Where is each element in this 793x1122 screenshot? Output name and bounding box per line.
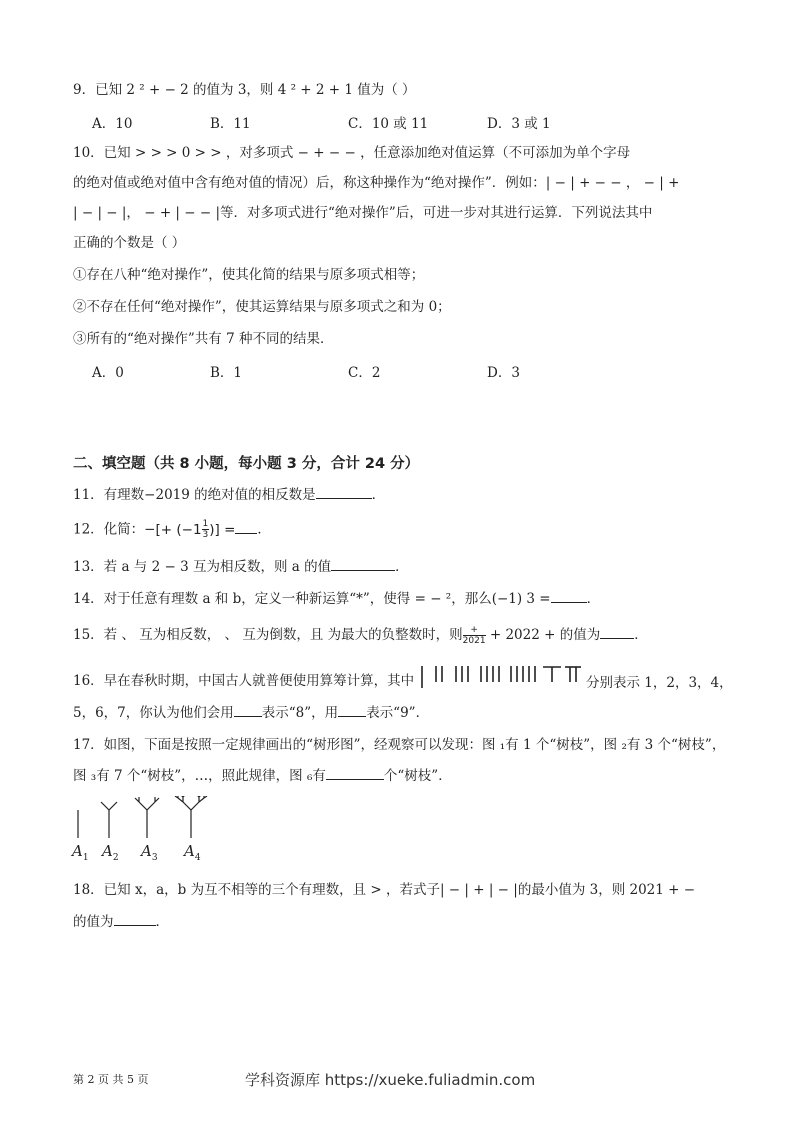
q17-line2: 图 ₃有 7 个“树枝”，…，照此规律，图 ₆有 个“树枝”． [73,768,452,784]
q15-fraction: $\frac{+}{2021}$ [462,625,486,646]
q10-statement-2: ②不存在任何“绝对操作”，使其运算结果与原多项式之和为 0； [73,299,451,315]
q16-blank-9[interactable] [338,703,366,717]
q16-blank-8[interactable] [234,703,262,717]
q10-statement-3: ③所有的“绝对操作”共有 7 种不同的结果． [73,331,334,347]
watermark-site: 学科资源库 https://xueke.fuliadmin.com [245,1071,536,1089]
q18-blank[interactable] [114,912,156,926]
q16-line2: 5，6，7，你认为他们会用 表示“8”，用 表示“9”． [73,705,430,721]
q16-line1: 16．早在春秋时期，中国古人就普便使用算筹计算，其中 [73,673,415,689]
tree-a2 [101,802,117,838]
q13: 13．若 a 与 2 − 3 互为相反数，则 a 的值 ． [73,559,409,575]
q15: 15．若 、 互为相反数， 、 互为倒数，且 为最大的负整数时，则 $\frac{+}{2021}$ + 2022 + 的值为 ． [73,625,648,646]
q10-line2: 的绝对值或绝对值中含有绝对值的情况）后，称这种操作为“绝对操作”．例如：| − | + − − ， − | + [73,175,680,191]
tree-a4 [175,796,207,838]
q10-option-b: B．1 [210,365,243,381]
q17-blank[interactable] [326,766,384,780]
q18-line2: 的值为 ． [73,914,169,930]
q16-line1-tail: 分别表示 1，2，3，4， [586,675,733,691]
q11: 11．有理数−2019 的绝对值的相反数是 ． [73,487,386,503]
q10-option-d: D．3 [487,365,520,381]
q12-fraction: $\frac{1}{3}$ [202,519,209,540]
q14: 14．对于任意有理数 a 和 b，定义一种新运算“*”，使得 = − ²，那么(−1) 3 = ． [73,591,601,607]
tree-figures [70,796,220,842]
q12: 12．化简：−[+ (−1 $\frac{1}{3}$ )] = ． [73,519,271,540]
q10-line4: 正确的个数是（ ） [73,235,186,251]
q12-expr: [+ (−1 $\frac{1}{3}$ )] = [155,519,236,540]
q10-line3: | − | − |， − + | − − |等．对多项式进行“绝对操作”后，可进一步对其进行运算．下列说法其中 [73,205,653,221]
q18-line1: 18．已知 x，a，b 为互不相等的三个有理数，且 > ，若式子| − | + | − |的最小值为 3，则 2021 + − [73,882,696,898]
q9-option-d: D．3 或 1 [487,116,551,132]
q13-blank[interactable] [331,557,395,571]
q10-option-a: A．0 [92,365,124,381]
q11-text: 11．有理数−2019 的绝对值的相反数是 [73,487,316,503]
page-number: 第 2 页 共 5 页 [73,1073,149,1086]
q14-blank[interactable] [551,589,587,603]
tree-label-a1: $A_1$ [72,842,89,863]
q9-option-b: B．11 [210,116,251,132]
q15-blank[interactable] [600,625,634,639]
q10-option-c: C．2 [348,365,381,381]
section-title: 二、填空题（共 8 小题，每小题 3 分，合计 24 分） [73,456,420,472]
q9-option-a: A．10 [92,116,133,132]
tree-label-a3: $A_3$ [141,842,158,863]
q10-statement-1: ①存在八种“绝对操作”，使其化简的结果与原多项式相等； [73,267,425,283]
q10-line1: 10．已知 > > > 0 > > ，对多项式 − + − − ，任意添加绝对值运算（不可添加为单个字母 [73,145,631,161]
counting-rods [422,666,581,688]
tree-label-a4: $A_4$ [184,842,201,863]
tree-a3 [135,797,159,838]
counting-rods-figure [419,664,583,690]
q17-line1: 17．如图，下面是按照一定规律画出的“树形图”，经观察可以发现：图 ₁有 1 个“树枝”，图 ₂有 3 个“树枝”， [73,737,726,753]
q12-blank[interactable] [235,520,257,534]
q11-blank[interactable] [316,485,372,499]
q9-option-c: C．10 或 11 [348,116,429,132]
tree-label-a2: $A_2$ [102,842,119,863]
q9-stem: 9．已知 2 ² + − 2 的值为 3，则 4 ² + 2 + 1 值为（ ） [73,82,416,98]
